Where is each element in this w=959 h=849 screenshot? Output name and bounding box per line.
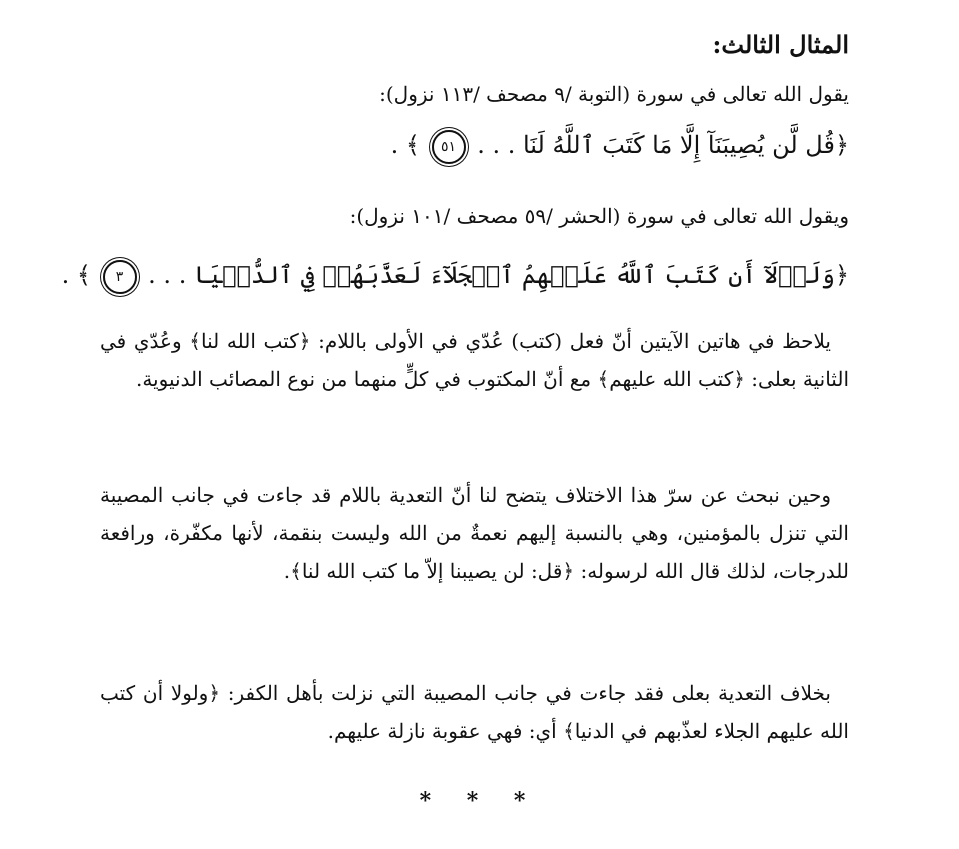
quran-verse-2 <box>62 258 849 294</box>
verse-2-text: ﴿وَلَوۡلَآ أَن كَتَبَ ٱللَّهُ عَلَيۡهِمُ ٱلۡجَلَآءَ لَعَذَّبَهُمۡ فِي ٱلدُّنۡيَا . . . <box>148 261 849 289</box>
verse-intro-1: يقول الله تعالى في سورة (التوبة /٩ مصحف /١١٣ نزول): <box>379 82 849 106</box>
paragraph-3-text: بخلاف التعدية بعلى فقد جاءت في جانب المصيبة التي نزلت بأهل الكفر: ﴿ولولا أن كتب الله عليهم الجلاء لعذّبهم في الدنيا﴾ أي: فهي عقوبة نازلة عليهم. <box>100 681 849 743</box>
ayah-number-marker-1: ٥١ <box>432 130 466 164</box>
paragraph-1 <box>100 322 849 398</box>
paragraph-2-text: وحين نبحث عن سرّ هذا الاختلاف يتضح لنا أنّ التعدية باللام قد جاءت في جانب المصيبة التي تنزل بالمؤمنين، وهي بالنسبة إليهم نعمةٌ من الله وليست بنقمة، لأنها مكفّرة، ورافعة للدرجات، لذلك قال الله لرسوله: ﴿قل: لن يصيبنا إلاّ ما كتب الله لنا﴾. <box>100 483 849 583</box>
ayah-number-marker-2: ٣ <box>103 260 137 294</box>
paragraph-1-text: يلاحظ في هاتين الآيتين أنّ فعل (كتب) عُدّي في الأولى باللام: ﴿كتب الله لنا﴾ وعُدّي في الثانية بعلى: ﴿كتب الله عليهم﴾ مع أنّ المكتوب في كلٍّ منهما من نوع المصائب الدنيوية. <box>100 329 849 391</box>
verse-1-text: ﴿قُل لَّن يُصِيبَنَآ إِلَّا مَا كَتَبَ ٱللَّهُ لَنَا . . . <box>477 131 849 159</box>
paragraph-2 <box>100 476 849 590</box>
section-heading: المثال الثالث: <box>712 30 849 59</box>
verse-2-close: ﴾ . <box>61 261 91 289</box>
paragraph-3 <box>100 674 849 750</box>
verse-1-close: ﴾ . <box>390 131 420 159</box>
verse-intro-2: ويقول الله تعالى في سورة (الحشر /٥٩ مصحف /١٠١ نزول): <box>349 204 849 228</box>
section-separator: * * * <box>419 788 540 814</box>
quran-verse-1 <box>391 128 849 164</box>
